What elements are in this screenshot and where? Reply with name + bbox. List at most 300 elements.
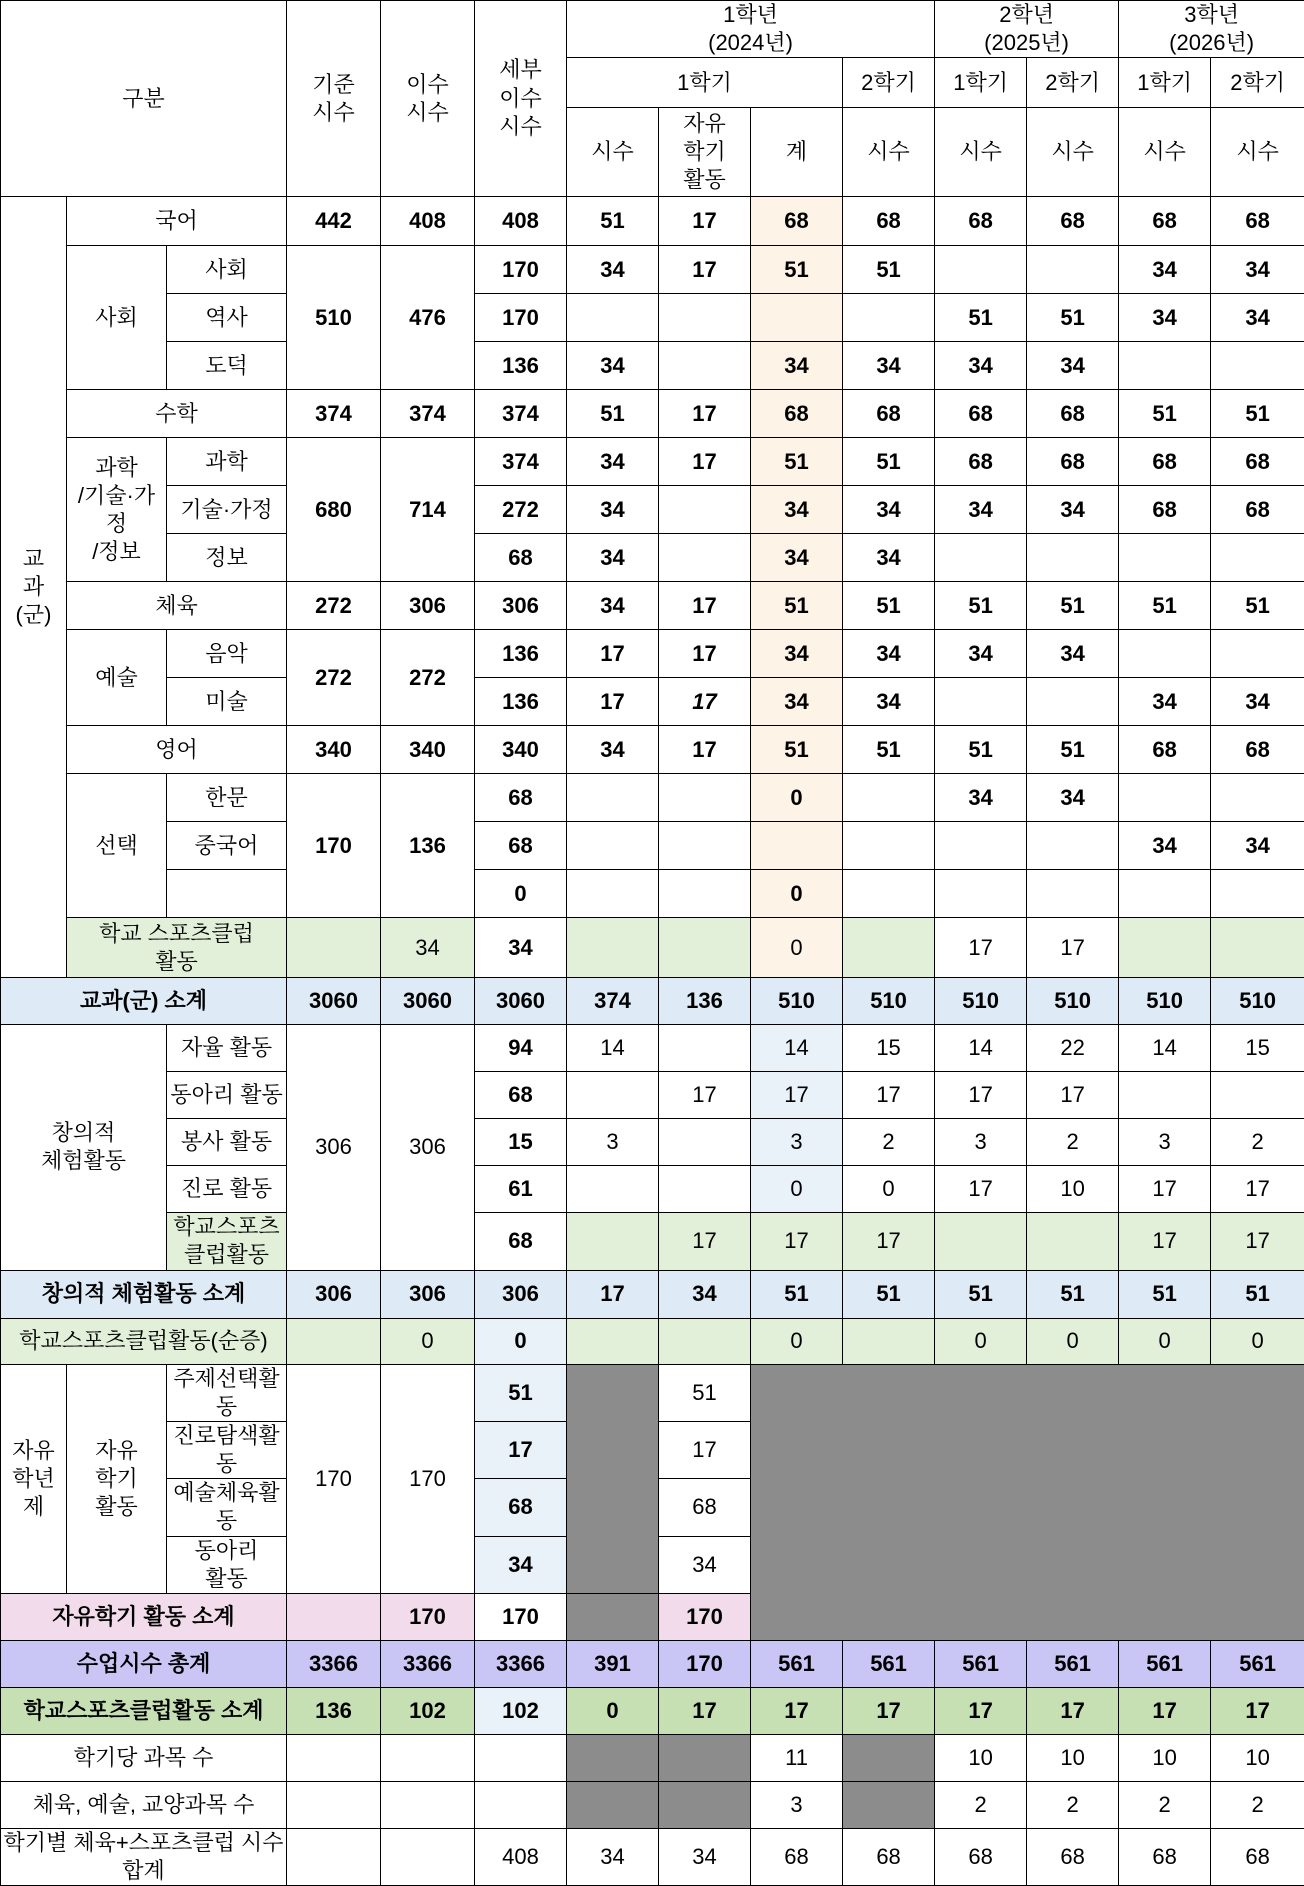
value-cell-s4: 34 bbox=[843, 534, 935, 582]
section-label-jayu-hakgi: 자유 학기 활동 bbox=[67, 1364, 167, 1593]
section-label-gyogwa: 교 과 (군) bbox=[1, 197, 67, 978]
isu-cell: 476 bbox=[381, 246, 475, 390]
value-cell-s2: 68 bbox=[659, 1479, 751, 1536]
value-cell-s4: 510 bbox=[843, 978, 935, 1025]
value-cell-s2 bbox=[659, 294, 751, 342]
header-sisu: 시수 bbox=[935, 108, 1027, 197]
gijun-cell bbox=[287, 1781, 381, 1828]
value-cell-s5: 51 bbox=[935, 294, 1027, 342]
header-y2-sem2: 2학기 bbox=[1027, 58, 1119, 108]
value-cell-s1: 51 bbox=[567, 197, 659, 246]
value-cell-s5: 34 bbox=[935, 486, 1027, 534]
value-cell-s1 bbox=[567, 774, 659, 822]
sebu-cell: 17 bbox=[475, 1421, 567, 1478]
value-cell-s5: 17 bbox=[935, 1166, 1027, 1213]
sebu-cell: 61 bbox=[475, 1166, 567, 1213]
value-cell-s4 bbox=[843, 918, 935, 978]
sebu-cell: 34 bbox=[475, 1536, 567, 1593]
header-year1: 1학년 (2024년) bbox=[567, 1, 935, 58]
gijun-cell bbox=[287, 1828, 381, 1885]
isu-cell: 714 bbox=[381, 438, 475, 582]
gray-block bbox=[843, 1734, 935, 1781]
value-cell-s4: 34 bbox=[843, 678, 935, 726]
sebu-cell: 170 bbox=[475, 294, 567, 342]
value-cell-s3: 34 bbox=[751, 486, 843, 534]
value-cell-s1: 34 bbox=[567, 534, 659, 582]
gijun-cell: 3366 bbox=[287, 1640, 381, 1687]
value-cell-s5: 34 bbox=[935, 630, 1027, 678]
sebu-cell: 170 bbox=[475, 246, 567, 294]
value-cell-s6: 34 bbox=[1027, 486, 1119, 534]
gijun-cell: 3060 bbox=[287, 978, 381, 1025]
subject-name: 학교 스포츠클럽 활동 bbox=[67, 918, 287, 978]
value-cell-s5: 51 bbox=[935, 726, 1027, 774]
value-cell-s7: 561 bbox=[1119, 1640, 1211, 1687]
value-cell-s7: 510 bbox=[1119, 978, 1211, 1025]
value-cell-s6: 510 bbox=[1027, 978, 1119, 1025]
value-cell-s5: 68 bbox=[935, 390, 1027, 438]
value-cell-s6: 0 bbox=[1027, 1318, 1119, 1364]
gijun-cell bbox=[287, 1593, 381, 1640]
sebu-cell: 136 bbox=[475, 678, 567, 726]
value-cell-s2: 17 bbox=[659, 1072, 751, 1119]
value-cell-s2: 17 bbox=[659, 582, 751, 630]
value-cell-s1 bbox=[567, 1072, 659, 1119]
value-cell-s4 bbox=[843, 870, 935, 918]
value-cell-s7: 68 bbox=[1119, 438, 1211, 486]
subject-name: 과학 bbox=[167, 438, 287, 486]
value-cell-s8: 0 bbox=[1211, 1318, 1304, 1364]
gray-block bbox=[567, 1593, 659, 1640]
gijun-cell: 170 bbox=[287, 774, 381, 918]
value-cell-s6: 10 bbox=[1027, 1734, 1119, 1781]
value-cell-s4: 34 bbox=[843, 342, 935, 390]
value-cell-s6 bbox=[1027, 822, 1119, 870]
value-cell-s6: 68 bbox=[1027, 390, 1119, 438]
value-cell-s5: 14 bbox=[935, 1025, 1027, 1072]
value-cell-s4: 51 bbox=[843, 582, 935, 630]
value-cell-s5 bbox=[935, 870, 1027, 918]
subject-name: 역사 bbox=[167, 294, 287, 342]
value-cell-s7 bbox=[1119, 774, 1211, 822]
value-cell-s6: 68 bbox=[1027, 1828, 1119, 1885]
subject-name: 미술 bbox=[167, 678, 287, 726]
value-cell-s7: 17 bbox=[1119, 1213, 1211, 1270]
value-cell-s7 bbox=[1119, 342, 1211, 390]
value-cell-s4: 34 bbox=[843, 630, 935, 678]
value-cell-s6: 34 bbox=[1027, 774, 1119, 822]
gijun-cell: 510 bbox=[287, 246, 381, 390]
value-cell-s5: 68 bbox=[935, 438, 1027, 486]
header-sisu: 시수 bbox=[843, 108, 935, 197]
value-cell-s7 bbox=[1119, 918, 1211, 978]
value-cell-s3: 34 bbox=[751, 342, 843, 390]
value-cell-s1: 34 bbox=[567, 726, 659, 774]
value-cell-s1: 34 bbox=[567, 582, 659, 630]
value-cell-s8: 68 bbox=[1211, 726, 1304, 774]
value-cell-s5: 17 bbox=[935, 918, 1027, 978]
value-cell-s3: 68 bbox=[751, 1828, 843, 1885]
sebu-cell: 68 bbox=[475, 774, 567, 822]
sebu-cell: 3060 bbox=[475, 978, 567, 1025]
value-cell-s4: 68 bbox=[843, 390, 935, 438]
gijun-cell: 170 bbox=[287, 1364, 381, 1593]
value-cell-s7: 10 bbox=[1119, 1734, 1211, 1781]
value-cell-s1 bbox=[567, 918, 659, 978]
value-cell-s2: 17 bbox=[659, 678, 751, 726]
value-cell-s3 bbox=[751, 822, 843, 870]
value-cell-s3: 0 bbox=[751, 774, 843, 822]
value-cell-s8 bbox=[1211, 918, 1304, 978]
value-cell-s1 bbox=[567, 870, 659, 918]
value-cell-s3: 11 bbox=[751, 1734, 843, 1781]
value-cell-s5: 51 bbox=[935, 582, 1027, 630]
value-cell-s8 bbox=[1211, 534, 1304, 582]
value-cell-s3: 51 bbox=[751, 726, 843, 774]
value-cell-s1: 34 bbox=[567, 246, 659, 294]
isu-cell: 34 bbox=[381, 918, 475, 978]
value-cell-s7: 2 bbox=[1119, 1781, 1211, 1828]
value-cell-s5: 17 bbox=[935, 1687, 1027, 1734]
subtotal-label: 창의적 체험활동 소계 bbox=[1, 1270, 287, 1318]
header-sisu: 시수 bbox=[1027, 108, 1119, 197]
value-cell-s3: 3 bbox=[751, 1781, 843, 1828]
net-label: 학교스포츠클럽활동(순증) bbox=[1, 1318, 287, 1364]
sebu-cell: 340 bbox=[475, 726, 567, 774]
value-cell-s3: 0 bbox=[751, 918, 843, 978]
value-cell-s8: 68 bbox=[1211, 1828, 1304, 1885]
value-cell-s6: 17 bbox=[1027, 1687, 1119, 1734]
isu-cell: 306 bbox=[381, 582, 475, 630]
value-cell-s7: 17 bbox=[1119, 1166, 1211, 1213]
value-cell-s3: 68 bbox=[751, 197, 843, 246]
value-cell-s4 bbox=[843, 294, 935, 342]
subject-name: 도덕 bbox=[167, 342, 287, 390]
value-cell-s3: 0 bbox=[751, 1318, 843, 1364]
header-total: 계 bbox=[751, 108, 843, 197]
value-cell-s7: 34 bbox=[1119, 294, 1211, 342]
value-cell-s5: 2 bbox=[935, 1781, 1027, 1828]
value-cell-s8: 68 bbox=[1211, 486, 1304, 534]
header-y1-sem1: 1학기 bbox=[567, 58, 843, 108]
value-cell-s7: 3 bbox=[1119, 1119, 1211, 1166]
activity-name: 동아리 활동 bbox=[167, 1536, 287, 1593]
value-cell-s8: 51 bbox=[1211, 582, 1304, 630]
value-cell-s3 bbox=[751, 294, 843, 342]
sebu-cell: 272 bbox=[475, 486, 567, 534]
sebu-cell: 15 bbox=[475, 1119, 567, 1166]
activity-name: 동아리 활동 bbox=[167, 1072, 287, 1119]
value-cell-s4: 51 bbox=[843, 438, 935, 486]
value-cell-s6: 17 bbox=[1027, 918, 1119, 978]
value-cell-s8: 34 bbox=[1211, 294, 1304, 342]
isu-cell: 306 bbox=[381, 1025, 475, 1270]
value-cell-s5: 51 bbox=[935, 1270, 1027, 1318]
count-label: 학기당 과목 수 bbox=[1, 1734, 287, 1781]
activity-name: 자율 활동 bbox=[167, 1025, 287, 1072]
value-cell-s6: 10 bbox=[1027, 1166, 1119, 1213]
isu-cell: 136 bbox=[381, 774, 475, 918]
value-cell-s7: 0 bbox=[1119, 1318, 1211, 1364]
value-cell-s3: 3 bbox=[751, 1119, 843, 1166]
value-cell-s7: 34 bbox=[1119, 678, 1211, 726]
subtotal-label: 교과(군) 소계 bbox=[1, 978, 287, 1025]
value-cell-s2: 34 bbox=[659, 1270, 751, 1318]
value-cell-s8 bbox=[1211, 630, 1304, 678]
sebu-cell: 374 bbox=[475, 390, 567, 438]
value-cell-s4: 2 bbox=[843, 1119, 935, 1166]
value-cell-s6 bbox=[1027, 1213, 1119, 1270]
value-cell-s8: 68 bbox=[1211, 197, 1304, 246]
sebu-cell: 408 bbox=[475, 197, 567, 246]
value-cell-s6: 51 bbox=[1027, 726, 1119, 774]
value-cell-s4: 68 bbox=[843, 1828, 935, 1885]
gray-block bbox=[659, 1781, 751, 1828]
value-cell-s2 bbox=[659, 1119, 751, 1166]
isu-cell bbox=[381, 1828, 475, 1885]
value-cell-s1: 3 bbox=[567, 1119, 659, 1166]
isu-cell: 0 bbox=[381, 1318, 475, 1364]
value-cell-s8: 10 bbox=[1211, 1734, 1304, 1781]
activity-name: 예술체육활동 bbox=[167, 1479, 287, 1536]
value-cell-s2 bbox=[659, 1025, 751, 1072]
value-cell-s5: 10 bbox=[935, 1734, 1027, 1781]
value-cell-s1: 34 bbox=[567, 1828, 659, 1885]
value-cell-s6 bbox=[1027, 678, 1119, 726]
gijun-cell bbox=[287, 1318, 381, 1364]
value-cell-s1: 34 bbox=[567, 438, 659, 486]
value-cell-s7: 68 bbox=[1119, 726, 1211, 774]
value-cell-s2 bbox=[659, 918, 751, 978]
value-cell-s7: 51 bbox=[1119, 390, 1211, 438]
gijun-cell: 442 bbox=[287, 197, 381, 246]
isu-cell: 272 bbox=[381, 630, 475, 726]
value-cell-s7: 51 bbox=[1119, 582, 1211, 630]
value-cell-s2: 17 bbox=[659, 1421, 751, 1478]
value-cell-s2: 17 bbox=[659, 390, 751, 438]
sebu-cell: 34 bbox=[475, 918, 567, 978]
section-label-changui: 창의적 체험활동 bbox=[1, 1025, 167, 1270]
value-cell-s6: 68 bbox=[1027, 197, 1119, 246]
value-cell-s2: 34 bbox=[659, 1536, 751, 1593]
value-cell-s2: 170 bbox=[659, 1593, 751, 1640]
value-cell-s2: 17 bbox=[659, 1687, 751, 1734]
value-cell-s7: 68 bbox=[1119, 1828, 1211, 1885]
isu-cell: 408 bbox=[381, 197, 475, 246]
subject-name: 한문 bbox=[167, 774, 287, 822]
value-cell-s2 bbox=[659, 1166, 751, 1213]
value-cell-s4: 51 bbox=[843, 726, 935, 774]
header-y3-sem1: 1학기 bbox=[1119, 58, 1211, 108]
value-cell-s3: 51 bbox=[751, 582, 843, 630]
gray-block bbox=[843, 1781, 935, 1828]
gray-block bbox=[751, 1364, 1304, 1640]
sebu-cell: 0 bbox=[475, 1318, 567, 1364]
value-cell-s5 bbox=[935, 822, 1027, 870]
value-cell-s4: 17 bbox=[843, 1687, 935, 1734]
value-cell-s3: 51 bbox=[751, 1270, 843, 1318]
value-cell-s1: 0 bbox=[567, 1687, 659, 1734]
grand-total-label: 수업시수 총계 bbox=[1, 1640, 287, 1687]
value-cell-s8: 34 bbox=[1211, 246, 1304, 294]
value-cell-s4: 561 bbox=[843, 1640, 935, 1687]
value-cell-s6: 2 bbox=[1027, 1119, 1119, 1166]
value-cell-s8: 2 bbox=[1211, 1119, 1304, 1166]
value-cell-s2: 51 bbox=[659, 1364, 751, 1421]
value-cell-s1: 34 bbox=[567, 342, 659, 390]
header-sebu: 세부 이수 시수 bbox=[475, 1, 567, 197]
value-cell-s4: 17 bbox=[843, 1072, 935, 1119]
sebu-cell: 68 bbox=[475, 1072, 567, 1119]
value-cell-s2: 136 bbox=[659, 978, 751, 1025]
isu-cell: 102 bbox=[381, 1687, 475, 1734]
value-cell-s2: 17 bbox=[659, 630, 751, 678]
value-cell-s4 bbox=[843, 774, 935, 822]
sebu-cell bbox=[475, 1781, 567, 1828]
value-cell-s2: 17 bbox=[659, 438, 751, 486]
value-cell-s6: 17 bbox=[1027, 1072, 1119, 1119]
value-cell-s4: 51 bbox=[843, 246, 935, 294]
gijun-cell: 272 bbox=[287, 582, 381, 630]
sebu-cell: 68 bbox=[475, 1213, 567, 1270]
value-cell-s4: 15 bbox=[843, 1025, 935, 1072]
value-cell-s6: 51 bbox=[1027, 294, 1119, 342]
section-label-jayu-haknyeonje: 자유 학년 제 bbox=[1, 1364, 67, 1593]
subject-name: 음악 bbox=[167, 630, 287, 678]
value-cell-s2 bbox=[659, 822, 751, 870]
isu-cell: 170 bbox=[381, 1364, 475, 1593]
header-year3: 3학년 (2026년) bbox=[1119, 1, 1304, 58]
activity-name: 진로 활동 bbox=[167, 1166, 287, 1213]
isu-cell: 170 bbox=[381, 1593, 475, 1640]
value-cell-s7 bbox=[1119, 1072, 1211, 1119]
value-cell-s1: 17 bbox=[567, 630, 659, 678]
value-cell-s8: 34 bbox=[1211, 678, 1304, 726]
value-cell-s3: 0 bbox=[751, 1166, 843, 1213]
gijun-cell bbox=[287, 918, 381, 978]
count-label: 학기별 체육+스포츠클럽 시수 합계 bbox=[1, 1828, 287, 1885]
value-cell-s7 bbox=[1119, 534, 1211, 582]
value-cell-s5: 0 bbox=[935, 1318, 1027, 1364]
header-y2-sem1: 1학기 bbox=[935, 58, 1027, 108]
value-cell-s1 bbox=[567, 1213, 659, 1270]
value-cell-s1 bbox=[567, 822, 659, 870]
value-cell-s2: 17 bbox=[659, 726, 751, 774]
value-cell-s2: 17 bbox=[659, 246, 751, 294]
value-cell-s5 bbox=[935, 246, 1027, 294]
gijun-cell: 306 bbox=[287, 1025, 381, 1270]
value-cell-s7: 51 bbox=[1119, 1270, 1211, 1318]
value-cell-s7: 17 bbox=[1119, 1687, 1211, 1734]
isu-cell: 340 bbox=[381, 726, 475, 774]
value-cell-s8: 15 bbox=[1211, 1025, 1304, 1072]
value-cell-s5: 68 bbox=[935, 1828, 1027, 1885]
header-y3-sem2: 2학기 bbox=[1211, 58, 1304, 108]
gijun-cell bbox=[287, 1734, 381, 1781]
gray-block bbox=[567, 1364, 659, 1593]
value-cell-s2: 17 bbox=[659, 197, 751, 246]
value-cell-s5: 510 bbox=[935, 978, 1027, 1025]
value-cell-s3: 14 bbox=[751, 1025, 843, 1072]
value-cell-s1: 51 bbox=[567, 390, 659, 438]
value-cell-s3: 17 bbox=[751, 1213, 843, 1270]
header-sisu: 시수 bbox=[1211, 108, 1304, 197]
count-label: 체육, 예술, 교양과목 수 bbox=[1, 1781, 287, 1828]
value-cell-s3: 51 bbox=[751, 438, 843, 486]
sebu-cell: 68 bbox=[475, 534, 567, 582]
group-name: 예술 bbox=[67, 630, 167, 726]
value-cell-s6: 51 bbox=[1027, 1270, 1119, 1318]
sebu-cell: 3366 bbox=[475, 1640, 567, 1687]
value-cell-s8 bbox=[1211, 774, 1304, 822]
sebu-cell: 0 bbox=[475, 870, 567, 918]
value-cell-s3: 34 bbox=[751, 678, 843, 726]
value-cell-s5 bbox=[935, 534, 1027, 582]
value-cell-s3: 34 bbox=[751, 534, 843, 582]
group-name: 선택 bbox=[67, 774, 167, 918]
activity-name: 주제선택활동 bbox=[167, 1364, 287, 1421]
value-cell-s1: 34 bbox=[567, 486, 659, 534]
value-cell-s1: 17 bbox=[567, 678, 659, 726]
value-cell-s8: 2 bbox=[1211, 1781, 1304, 1828]
value-cell-s8 bbox=[1211, 870, 1304, 918]
subject-name: 기술·가정 bbox=[167, 486, 287, 534]
value-cell-s3: 17 bbox=[751, 1687, 843, 1734]
sebu-cell bbox=[475, 1734, 567, 1781]
value-cell-s8: 51 bbox=[1211, 390, 1304, 438]
value-cell-s5: 561 bbox=[935, 1640, 1027, 1687]
value-cell-s7: 68 bbox=[1119, 486, 1211, 534]
value-cell-s6 bbox=[1027, 534, 1119, 582]
activity-name: 진로탐색활동 bbox=[167, 1421, 287, 1478]
value-cell-s3: 51 bbox=[751, 246, 843, 294]
header-sisu: 시수 bbox=[1119, 108, 1211, 197]
subject-name: 영어 bbox=[67, 726, 287, 774]
sebu-cell: 374 bbox=[475, 438, 567, 486]
value-cell-s8: 34 bbox=[1211, 822, 1304, 870]
subject-name: 사회 bbox=[167, 246, 287, 294]
header-isu: 이수 시수 bbox=[381, 1, 475, 197]
gray-block bbox=[567, 1734, 659, 1781]
value-cell-s3: 510 bbox=[751, 978, 843, 1025]
value-cell-s6: 561 bbox=[1027, 1640, 1119, 1687]
value-cell-s1: 374 bbox=[567, 978, 659, 1025]
value-cell-s8: 17 bbox=[1211, 1213, 1304, 1270]
header-year2: 2학년 (2025년) bbox=[935, 1, 1119, 58]
value-cell-s7: 34 bbox=[1119, 822, 1211, 870]
header-y1-sem2: 2학기 bbox=[843, 58, 935, 108]
value-cell-s7 bbox=[1119, 870, 1211, 918]
value-cell-s3: 561 bbox=[751, 1640, 843, 1687]
value-cell-s2: 170 bbox=[659, 1640, 751, 1687]
value-cell-s4: 68 bbox=[843, 197, 935, 246]
value-cell-s6 bbox=[1027, 246, 1119, 294]
value-cell-s2 bbox=[659, 486, 751, 534]
isu-cell bbox=[381, 1781, 475, 1828]
value-cell-s8 bbox=[1211, 342, 1304, 390]
gijun-cell: 136 bbox=[287, 1687, 381, 1734]
gijun-cell: 306 bbox=[287, 1270, 381, 1318]
sebu-cell: 94 bbox=[475, 1025, 567, 1072]
value-cell-s4: 17 bbox=[843, 1213, 935, 1270]
value-cell-s8: 561 bbox=[1211, 1640, 1304, 1687]
subject-name: 정보 bbox=[167, 534, 287, 582]
value-cell-s5 bbox=[935, 678, 1027, 726]
sebu-cell: 51 bbox=[475, 1364, 567, 1421]
sebu-cell: 306 bbox=[475, 582, 567, 630]
subject-name: 중국어 bbox=[167, 822, 287, 870]
isu-cell: 3366 bbox=[381, 1640, 475, 1687]
